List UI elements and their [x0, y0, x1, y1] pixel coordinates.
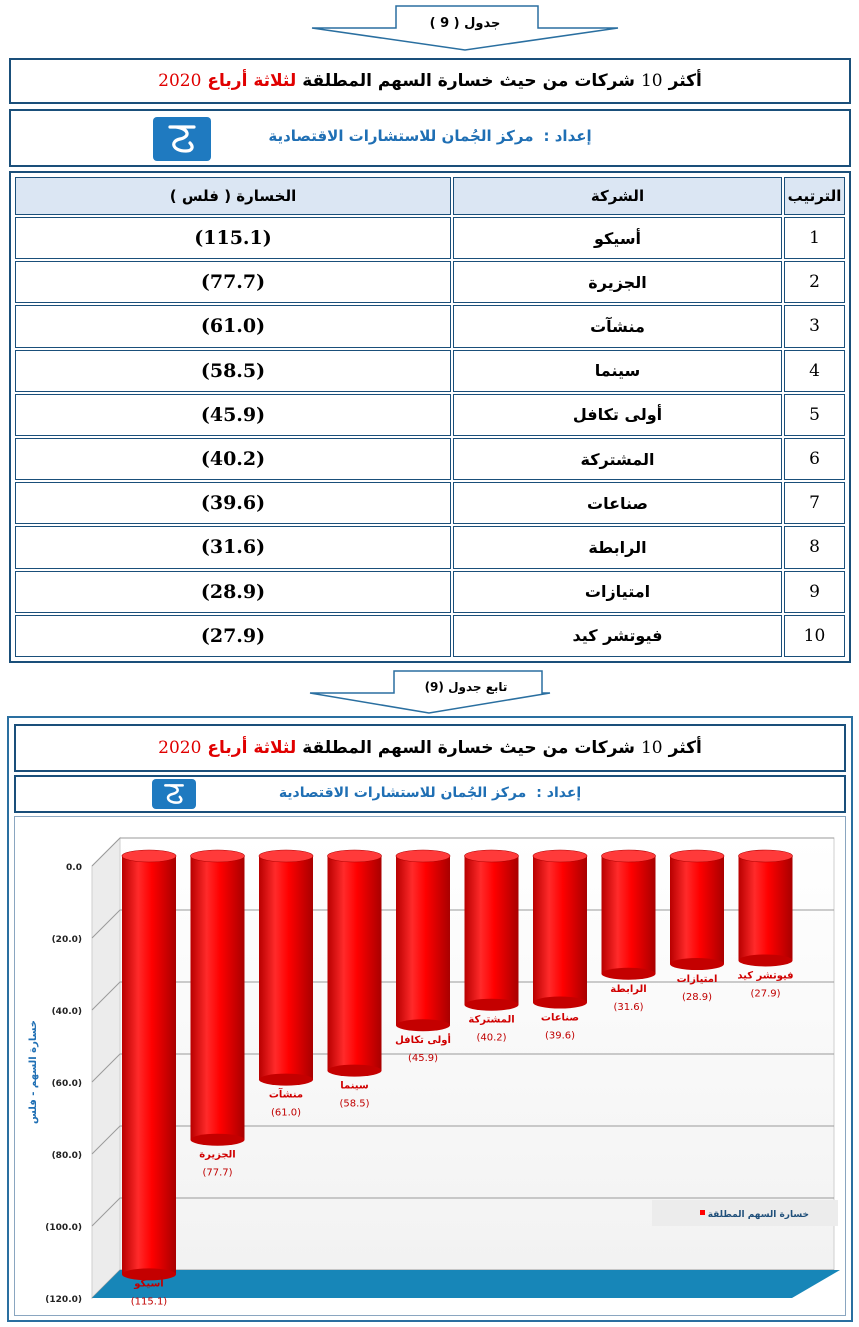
y-tick-label: (20.0) [51, 935, 82, 945]
loss-cell: (58.5) [15, 350, 451, 392]
bar-top-cap [396, 850, 450, 862]
y-axis-title: خسارة السهم - فلس [28, 1020, 39, 1124]
category-label: امتيازات [676, 974, 718, 986]
data-label: (40.2) [476, 1032, 507, 1044]
bar [396, 856, 450, 1025]
category-label: سينما [340, 1080, 369, 1092]
ranking-table-frame [9, 171, 851, 663]
rank-cell: 6 [784, 438, 845, 480]
title-prefix: أكثر [668, 71, 702, 91]
table-row [15, 526, 845, 568]
bar-bottom-cap [191, 1134, 245, 1146]
data-label: (58.5) [339, 1098, 370, 1110]
table-row [15, 350, 845, 392]
data-label: (45.9) [407, 1053, 439, 1065]
rank-cell: 7 [784, 482, 845, 524]
rank-cell: 4 [784, 350, 845, 392]
rank-cell: 2 [784, 261, 845, 303]
data-label: (61.0) [270, 1107, 302, 1119]
rank-cell: 1 [784, 217, 845, 259]
company-cell: منشآت [453, 305, 782, 347]
y-tick-label: (60.0) [51, 1079, 82, 1089]
bar-top-cap [465, 850, 519, 862]
category-label: المشتركة [468, 1014, 515, 1026]
company-cell: صناعات [453, 482, 782, 524]
bar-bottom-cap [396, 1019, 450, 1031]
bar-bottom-cap [465, 999, 519, 1011]
bar [191, 856, 245, 1140]
bar-bottom-cap [328, 1065, 382, 1077]
company-cell: أسيكو [453, 217, 782, 259]
y-tick-label: (80.0) [51, 1151, 82, 1161]
table-row [15, 394, 845, 436]
chart-title-prefix: أكثر [668, 738, 702, 758]
table-row [15, 305, 845, 347]
rank-cell: 10 [784, 615, 845, 657]
prep-label: إعداد : [543, 127, 592, 145]
category-label: أولى تكافل [395, 1035, 451, 1047]
data-label: (39.6) [544, 1030, 576, 1042]
table-row [15, 438, 845, 480]
bar-top-cap [328, 850, 382, 862]
loss-chart [14, 816, 846, 1316]
bar-top-cap [122, 850, 176, 862]
company-cell: سينما [453, 350, 782, 392]
bar [670, 856, 724, 964]
legend-label: خسارة السهم المطلقة [707, 1210, 809, 1220]
company-cell: الجزيرة [453, 261, 782, 303]
company-cell: الرابطة [453, 526, 782, 568]
table-row [15, 615, 845, 657]
rank-cell: 3 [784, 305, 845, 347]
bar [122, 856, 176, 1274]
chart-title-year: 2020 [158, 738, 202, 758]
chart-title-bar [14, 724, 846, 772]
bar [465, 856, 519, 1005]
title-number: 10 [640, 71, 663, 91]
chart-arrow-label: تابع جدول (9) [424, 680, 508, 694]
table-prep-bar [9, 109, 851, 167]
bar-top-cap [670, 850, 724, 862]
chart-prep-bar [14, 775, 846, 813]
data-label: (31.6) [613, 1001, 644, 1013]
aljoman-logo-icon [152, 779, 196, 809]
chart-title-main: شركات من حيث خسارة السهم المطلقة [302, 738, 635, 758]
category-label: منشآت [268, 1089, 304, 1101]
legend-swatch [700, 1210, 705, 1215]
table-row [15, 571, 845, 613]
bar [533, 856, 587, 1003]
category-label: صناعات [540, 1012, 580, 1024]
table-arrow-label: جدول ( 9 ) [429, 16, 501, 31]
loss-cell: (28.9) [15, 571, 451, 613]
loss-cell: (61.0) [15, 305, 451, 347]
category-label: أسيكو [134, 1278, 164, 1290]
bar-top-cap [602, 850, 656, 862]
title-period: لثلاثة أرباع [207, 71, 297, 91]
bar [328, 856, 382, 1071]
rank-cell: 8 [784, 526, 845, 568]
company-cell: فيوتشر كيد [453, 615, 782, 657]
bar-bottom-cap [533, 997, 587, 1009]
bar-top-cap [739, 850, 793, 862]
prep-org: مركز الجُمان للاستشارات الاقتصادية [268, 127, 534, 145]
category-label: الرابطة [610, 983, 647, 995]
bar [259, 856, 313, 1080]
table-row [15, 261, 845, 303]
data-label: (27.9) [750, 988, 781, 1000]
aljoman-logo-icon [153, 117, 211, 161]
category-label: الجزيرة [199, 1149, 236, 1161]
bar-top-cap [259, 850, 313, 862]
table-title-bar [9, 58, 851, 104]
chart-title-number: 10 [640, 738, 663, 758]
data-label: (28.9) [681, 992, 713, 1004]
y-tick-label: (120.0) [45, 1295, 82, 1305]
bar-top-cap [191, 850, 245, 862]
ranking-table [13, 175, 847, 659]
table-row [15, 482, 845, 524]
bar [739, 856, 793, 960]
data-label: (77.7) [202, 1167, 233, 1179]
loss-cell: (45.9) [15, 394, 451, 436]
table-header-row [15, 177, 845, 215]
loss-cell: (115.1) [15, 217, 451, 259]
loss-cell: (40.2) [15, 438, 451, 480]
chart-title-period: لثلاثة أرباع [207, 738, 297, 758]
category-label: فيوتشر كيد [737, 970, 794, 982]
company-cell: امتيازات [453, 571, 782, 613]
data-label: (115.1) [130, 1296, 168, 1308]
rank-cell: 5 [784, 394, 845, 436]
y-tick-label: (100.0) [45, 1223, 82, 1233]
title-main: شركات من حيث خسارة السهم المطلقة [302, 71, 635, 91]
loss-cell: (27.9) [15, 615, 451, 657]
bar-top-cap [533, 850, 587, 862]
rank-cell: 9 [784, 571, 845, 613]
y-tick-label: (40.0) [51, 1007, 82, 1017]
header-loss: الخسارة ( فلس ) [15, 177, 451, 215]
loss-cell: (31.6) [15, 526, 451, 568]
loss-cell: (77.7) [15, 261, 451, 303]
y-tick-label: 0.0 [66, 863, 82, 873]
bar-bottom-cap [739, 954, 793, 966]
chart-prep-org: مركز الجُمان للاستشارات الاقتصادية [278, 785, 527, 801]
title-year: 2020 [158, 71, 202, 91]
chart-prep-label: إعداد : [536, 785, 582, 801]
company-cell: أولى تكافل [453, 394, 782, 436]
header-rank: الترتيب [784, 177, 845, 215]
chart-floor [92, 1270, 840, 1298]
bar [602, 856, 656, 974]
bar-bottom-cap [602, 968, 656, 980]
company-cell: المشتركة [453, 438, 782, 480]
bar-bottom-cap [259, 1074, 313, 1086]
header-company: الشركة [453, 177, 782, 215]
bar-bottom-cap [670, 958, 724, 970]
table-row [15, 217, 845, 259]
loss-cell: (39.6) [15, 482, 451, 524]
